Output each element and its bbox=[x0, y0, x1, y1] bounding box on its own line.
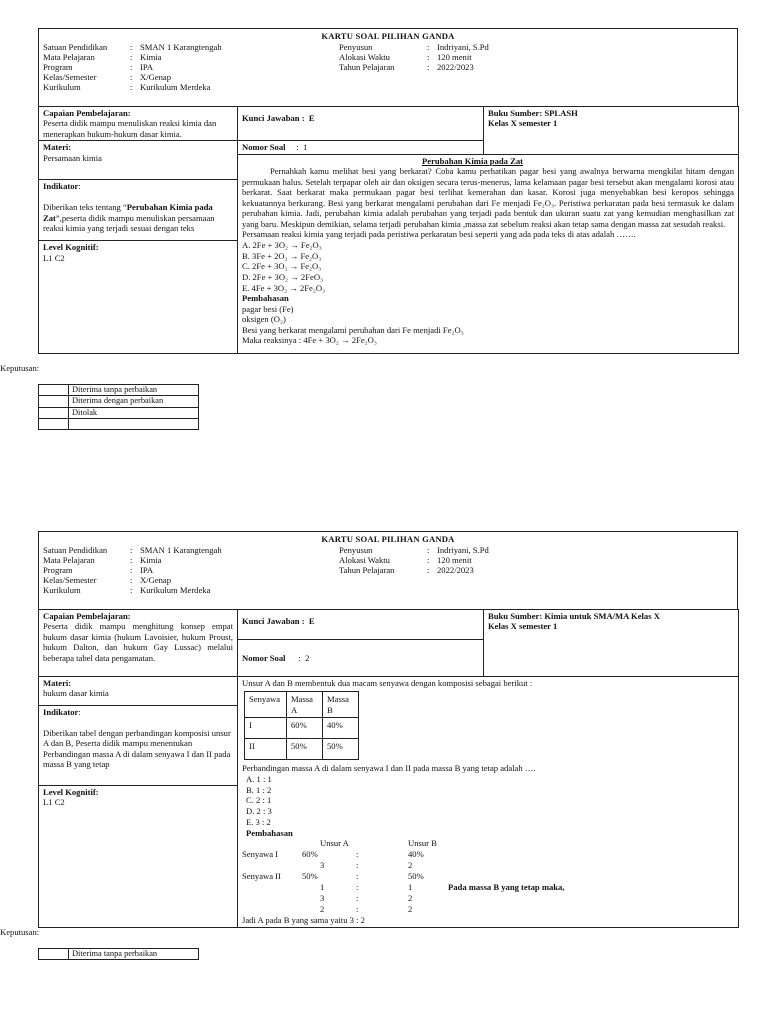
pb-head-a: Unsur A bbox=[320, 838, 349, 849]
checkbox-cell[interactable] bbox=[39, 407, 69, 418]
table-cell: II bbox=[245, 739, 287, 760]
soal-stimulus: Pernahkah kamu melihat besi yang berkarat? Coba kamu perhatikan pagar besi yang awalnya berwarna mengkilat hitam dengan permukaan halus. Setelah terpapar oleh air dan oksigen secara terus-menerus, lama kelamaan pagar besi tersebut akan mengalami korosi atau berkarat. Saat berkarat maka permukaan pagar besi terlihat kemerahan dan kasar. Korosi juga menyebabkan besi keropos sehingga kekuatannya berkurang. Besi yang berkarat mengalami perubahan dari Fe menjadi Fe₂O₃. Peristiwa perkaratan pada besi termasuk ke dalam perubahan kimia. Jadi, perubahan kimia adalah perubahan yang terjadi pada bentuk dan ukuran suatu zat yang kemudian menghasilkan zat yang baru. Meskipun demikian, selama terjadi perubahan kimia ,massa zat sebelum reaksi akan tetap sama dengan massa zat sesudah reaksi. bbox=[242, 166, 734, 229]
soal-card-1 bbox=[38, 28, 738, 354]
table-cell: 50% bbox=[287, 739, 323, 760]
option-c: C. 2 : 1 bbox=[246, 795, 272, 806]
pembahasan-row: 3 : 2 bbox=[320, 860, 413, 871]
soal-question: Persamaan reaksi kimia yang terjadi pada peristiwa perkaratan besi seperti yang ada pada teks di atas adalah ……. bbox=[242, 229, 636, 240]
th-massa-b: Massa B bbox=[323, 692, 359, 718]
indikator-cell: Indikator: Diberikan teks tentang “Perubahan Kimia pada Zat”,peserta didik mampu menuliskan persamaan reaksi kimia yang terjadi sesuai dengan teks bbox=[39, 180, 238, 241]
capaian-text: Peserta didik mampu menghitung konsep empat hukum dasar kimia (hukum Lavoisier, hukum Proust, hukum Dalton, dan hukum Gay Lussac) melalui beberapa tabel data pengamatan. bbox=[43, 621, 233, 663]
card-header bbox=[38, 28, 738, 107]
level-value: L1 C2 bbox=[43, 797, 65, 808]
card-header bbox=[38, 531, 738, 610]
materi-text: Persamaan kimia bbox=[43, 152, 102, 163]
nomor-value: 2 bbox=[305, 652, 310, 663]
table-cell: 40% bbox=[323, 718, 359, 739]
nomor-value: 1 bbox=[302, 142, 308, 153]
checkbox-cell[interactable] bbox=[39, 949, 69, 960]
nomor-cell: Nomor Soal : 1 bbox=[238, 141, 484, 154]
soal-cell bbox=[238, 677, 739, 928]
buku-cell: Buku Sumber: Kimia untuk SMA/MA Kelas X Kelas X semester 1 bbox=[484, 610, 739, 677]
pembahasan-label: Pembahasan bbox=[246, 827, 293, 838]
kunci-value: E bbox=[308, 616, 315, 626]
table-cell: 60% bbox=[287, 718, 323, 739]
keputusan-label: Keputusan: bbox=[0, 363, 40, 373]
identity-right: Penyusun : Indriyani, S.Pd Alokasi Waktu : 120 menit Tahun Pelajaran : 2022/2023 bbox=[339, 545, 489, 575]
buku-cell: Buku Sumber: SPLASH Kelas X semester 1 bbox=[484, 107, 739, 155]
option-b: B. 3Fe + 2O₂ → Fe₂O₃ bbox=[242, 250, 322, 261]
option-c: C. 2Fe + 3O₂ → Fe₂O₃ bbox=[242, 261, 322, 272]
keputusan-label: Keputusan: bbox=[0, 927, 40, 937]
pembahasan-note: Pada massa B yang tetap maka, bbox=[448, 882, 565, 893]
card-title: KARTU SOAL PILIHAN GANDA bbox=[321, 534, 455, 544]
composition-table bbox=[244, 691, 359, 760]
keputusan-table bbox=[38, 384, 199, 430]
checkbox-cell[interactable] bbox=[39, 418, 69, 429]
option-e: E. 4Fe + 3O₂ → 2Fe₂O₃ bbox=[242, 282, 326, 293]
keputusan-table bbox=[38, 948, 199, 960]
materi-cell: Materi: hukum dasar kimia bbox=[39, 677, 238, 706]
soal-table bbox=[38, 609, 739, 928]
keputusan-option: Diterima dengan perbaikan bbox=[69, 396, 199, 407]
pembahasan-line: pagar besi (Fe) bbox=[242, 303, 294, 314]
capaian-cell: Capaian Pembelajaran: Peserta didik mampu menuliskan reaksi kimia dan menerapkan hukum-hukum dasar kimia. bbox=[39, 107, 238, 141]
identity-left: Satuan Pendidikan : SMAN 1 Karangtengah Mata Pelajaran : Kimia Program : IPA Kelas/Semester : X/Genap Kurikulum : Kurikulum Merdeka bbox=[43, 545, 222, 595]
indikator-text: Diberikan tabel dengan perbandingan komposisi unsur A dan B, Peserta didik mampu menentukan Perbandingan massa A di dalam senyawa I dan II pada massa B yang tetap bbox=[43, 727, 231, 770]
indikator-cell: Indikator: Diberikan tabel dengan perbandingan komposisi unsur A dan B, Peserta didik mampu menentukan Perbandingan massa A di dalam senyawa I dan II pada massa B yang tetap bbox=[39, 705, 238, 785]
soal-intro: Unsur A dan B membentuk dua macam senyawa dengan komposisi sebagai berikut : bbox=[242, 678, 533, 688]
materi-cell: Materi: Persamaan kimia bbox=[39, 141, 238, 180]
option-d: D. 2 : 3 bbox=[246, 806, 272, 817]
level-value: L1 C2 bbox=[43, 252, 65, 263]
pembahasan-row: 2 : 2 bbox=[320, 904, 413, 915]
keputusan-option: Diterima tanpa perbaikan bbox=[69, 385, 199, 396]
identity-right: Penyusun : Indriyani, S.Pd Alokasi Waktu : 120 menit Tahun Pelajaran : 2022/2023 bbox=[339, 42, 489, 72]
capaian-text: Peserta didik mampu menuliskan reaksi kimia dan menerapkan hukum-hukum dasar kimia. bbox=[43, 118, 217, 139]
option-a: A. 2Fe + 3O₂ → Fe₂O₃ bbox=[242, 239, 322, 250]
pembahasan-row: 1 : 1 Pada massa B yang tetap maka, bbox=[242, 882, 734, 893]
card-title: KARTU SOAL PILIHAN GANDA bbox=[321, 31, 455, 41]
pb-head-b: Unsur B bbox=[408, 838, 437, 849]
soal-card-2 bbox=[38, 531, 738, 928]
option-e: E. 3 : 2 bbox=[246, 816, 271, 827]
level-cell: Level Kognitif: L1 C2 bbox=[39, 241, 238, 354]
materi-text: hukum dasar kimia bbox=[43, 688, 109, 699]
pembahasan-line: oksigen (O₂) bbox=[242, 314, 286, 325]
pembahasan-line: Besi yang berkarat mengalami perubahan dari Fe menjadi Fe₂O₃ bbox=[242, 324, 464, 335]
option-a: A. 1 : 1 bbox=[246, 773, 272, 784]
pembahasan-row: Senyawa I 60% : 40% bbox=[242, 849, 424, 860]
soal-title: Perubahan Kimia pada Zat bbox=[422, 155, 523, 166]
pembahasan-row: 3 : 2 bbox=[320, 893, 413, 904]
th-senyawa: Senyawa bbox=[245, 692, 287, 718]
option-d: D. 2Fe + 3O₂ → 2FeO₃ bbox=[242, 272, 324, 283]
pembahasan-label: Pembahasan bbox=[242, 293, 289, 304]
soal-question: Perbandingan massa A di dalam senyawa I dan II pada massa B yang tetap adalah …. bbox=[242, 763, 536, 774]
keputusan-option: Diterima tanpa perbaikan bbox=[69, 949, 199, 960]
checkbox-cell[interactable] bbox=[39, 396, 69, 407]
identity-left: Satuan Pendidikan : SMAN 1 Karangtengah Mata Pelajaran : Kimia Program : IPA Kelas/Semester : X/Genap Kurikulum : Kurikulum Merdeka bbox=[43, 42, 222, 92]
pembahasan-grid bbox=[242, 838, 734, 849]
level-cell: Level Kognitif: L1 C2 bbox=[39, 785, 238, 927]
keputusan-option bbox=[69, 418, 199, 429]
pembahasan-row: Senyawa II 50% : 50% bbox=[242, 871, 424, 882]
checkbox-cell[interactable] bbox=[39, 385, 69, 396]
table-cell: 50% bbox=[323, 739, 359, 760]
kunci-cell: Kunci Jawaban : E bbox=[238, 610, 484, 640]
table-cell: I bbox=[245, 718, 287, 739]
pembahasan-line: Maka reaksinya : 4Fe + 3O₂ → 2Fe₂O₃ bbox=[242, 335, 377, 346]
soal-table bbox=[38, 106, 739, 354]
soal-cell bbox=[238, 154, 739, 354]
kunci-cell: Kunci Jawaban : E bbox=[238, 107, 484, 141]
option-b: B. 1 : 2 bbox=[246, 784, 272, 795]
keputusan-option: Ditolak bbox=[69, 407, 199, 418]
nomor-cell: Nomor Soal : 2 bbox=[238, 640, 484, 677]
pembahasan-conclusion: Jadi A pada B yang sama yaitu 3 : 2 bbox=[242, 915, 365, 926]
capaian-cell: Capaian Pembelajaran: Peserta didik mampu menghitung konsep empat hukum dasar kimia (hukum Lavoisier, hukum Proust, hukum Dalton, dan hukum Gay Lussac) melalui beberapa tabel data pengamatan. bbox=[39, 610, 238, 677]
kunci-value: E bbox=[308, 113, 315, 123]
th-massa-a: Massa A bbox=[287, 692, 323, 718]
